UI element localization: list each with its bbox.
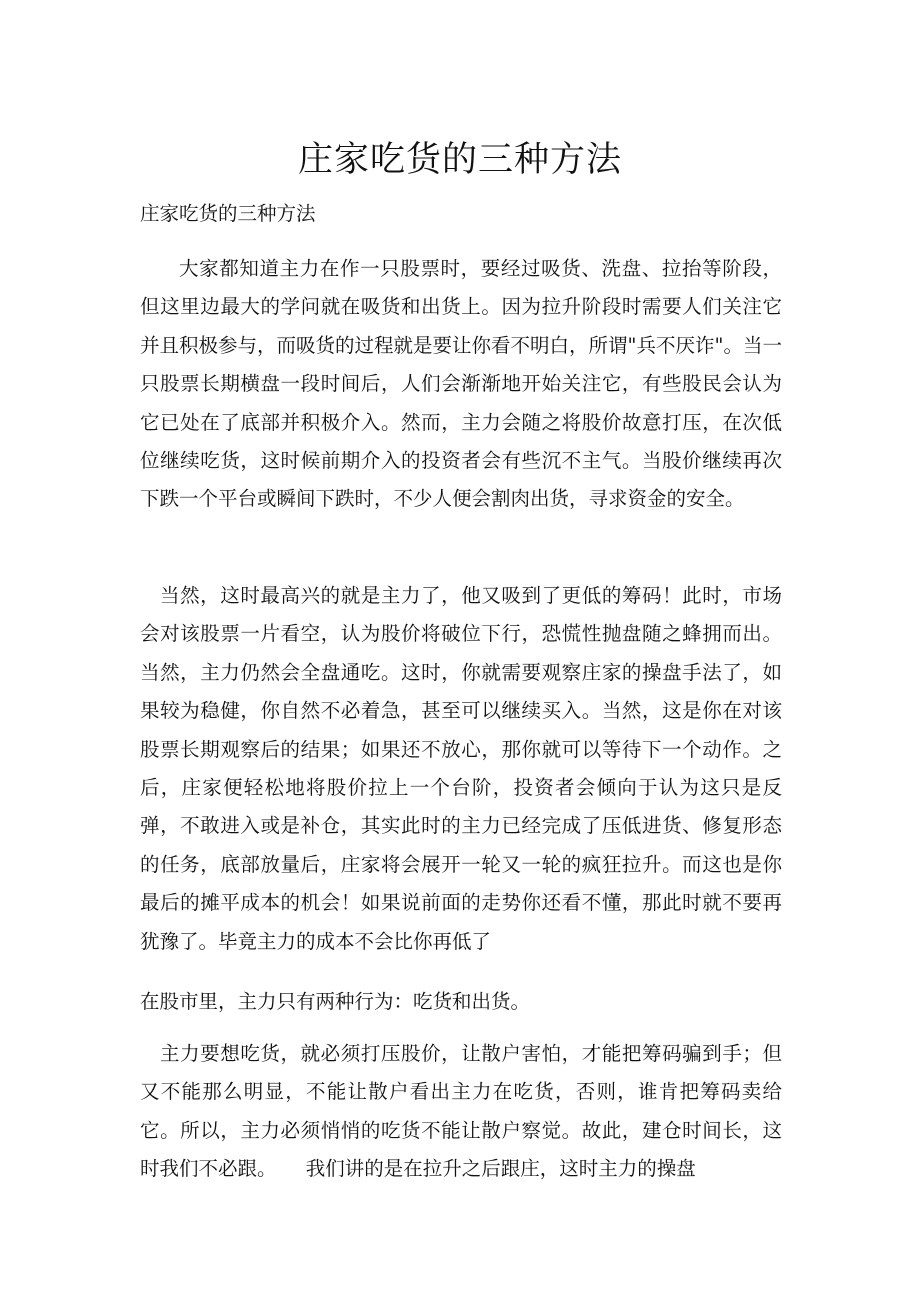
- paragraph-3: 在股市里，主力只有两种行为：吃货和出货。: [140, 990, 531, 1013]
- paragraph-1: 大家都知道主力在作一只股票时，要经过吸货、洗盘、拉抬等阶段，但这里边最大的学问就在吸货和出货上。因为拉升阶段时需要人们关注它并且积极参与，而吸货的过程就是要让你看不明白，所谓"兵不厌诈"。当一只股票长期横盘一段时间后，人们会渐渐地开始关注它，有些股民会认为它已处在了底部并积极介入。然而，主力会随之将股价故意打压，在次低位继续吃货，这时候前期介入的投资者会有些沉不主气。当股价继续再次下跌一个平台或瞬间下跌时，不少人便会割肉出货，寻求资金的安全。: [140, 257, 782, 511]
- paragraph-4: 主力要想吃货，就必须打压股价，让散户害怕，才能把筹码骗到手；但又不能那么明显，不能让散户看出主力在吃货，否则，谁肯把筹码卖给它。所以，主力必须悄悄的吃货不能让散户察觉。故此，建仓时间长，这时我们不必跟。 我们讲的是在拉升之后跟庄，这时主力的操盘: [140, 1042, 782, 1181]
- document-subtitle: 庄家吃货的三种方法: [140, 202, 316, 225]
- document-title: 庄家吃货的三种方法: [297, 140, 622, 181]
- paragraph-2: 当然，这时最高兴的就是主力了，他又吸到了更低的筹码！此时，市场会对该股票一片看空，认为股价将破位下行，恐慌性抛盘随之蜂拥而出。当然，主力仍然会全盘通吃。这时，你就需要观察庄家的操盘手法了，如果较为稳健，你自然不必着急，甚至可以继续买入。当然，这是你在对该股票长期观察后的结果；如果还不放心，那你就可以等待下一个动作。之后，庄家便轻松地将股价拉上一个台阶，投资者会倾向于认为这只是反弹，不敢进入或是补仓，其实此时的主力已经完成了压低进货、修复形态的任务，底部放量后，庄家将会展开一轮又一轮的疯狂拉升。而这也是你最后的摊平成本的机会！如果说前面的走势你还看不懂，那此时就不要再犹豫了。毕竟主力的成本不会比你再低了: [140, 584, 782, 953]
